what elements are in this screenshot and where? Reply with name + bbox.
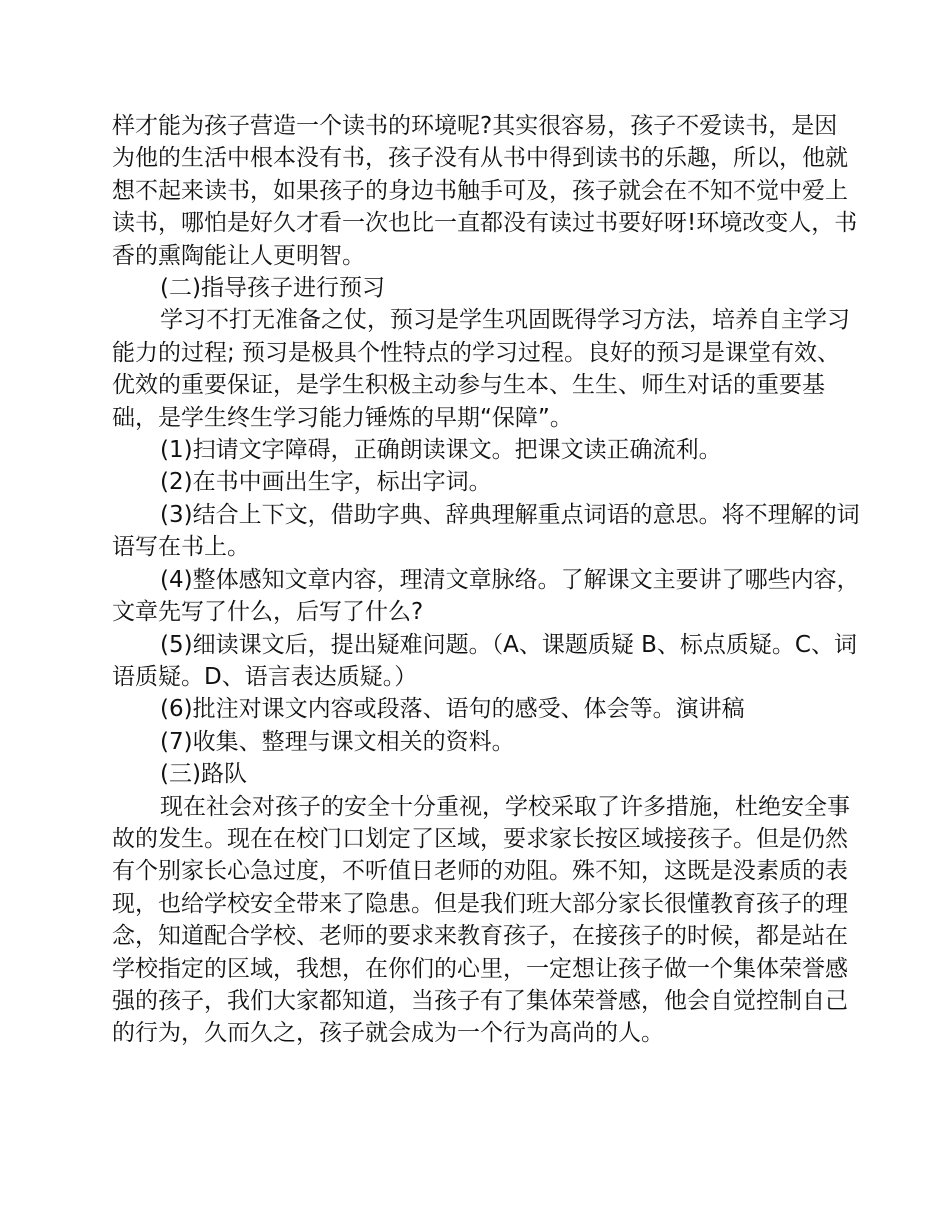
list-item: (3)结合上下文，借助字典、辞典理解重点词语的意思。将不理解的词语写在书上。 — [112, 501, 860, 561]
body-paragraph: 学习不打无准备之仗，预习是学生巩固既得学习方法，培养自主学习能力的过程; 预习是极具个性特点的学习过程。良好的预习是课堂有效、优效的重要保证，是学生积极主动参与生本、生生、师生对话的重要基础，是学生终生学习能力锤炼的早期“保障”。 — [112, 307, 850, 431]
list-item: (1)扫请文字障碍，正确朗读课文。把课文读正确流利。 — [160, 437, 722, 464]
section-heading-preview: (二)指导孩子进行预习 — [160, 275, 385, 302]
section-heading-queue: (三)路队 — [160, 761, 247, 788]
document-page — [112, 110, 860, 1050]
list-item: (7)收集、整理与课文相关的资料。 — [160, 728, 515, 755]
list-item: (5)细读课文后，提出疑难问题。（A、课题质疑 B、标点质疑。C、词语质疑。D、语言表达质疑。） — [112, 631, 857, 690]
list-item: (4)整体感知文章内容，理清文章脉络。了解课文主要讲了哪些内容，文章先写了什么，后写了什么? — [112, 566, 860, 626]
body-paragraph: 现在社会对孩子的安全十分重视，学校采取了许多措施，杜绝安全事故的发生。现在在校门口划定了区域，要求家长按区域接孩子。但是仍然有个别家长心急过度，不听值日老师的劝阻。殊不知，这既是没素质的表现，也给学校安全带来了隐患。但是我们班大部分家长很懂教育孩子的理念，知道配合学校、老师的要求来教育孩子，在接孩子的时候，都是站在学校指定的区域，我想，在你们的心里，一定想让孩子做一个集体荣誉感强的孩子，我们大家都知道，当孩子有了集体荣誉感，他会自觉控制自己的行为，久而久之，孩子就会成为一个行为高尚的人。 — [112, 793, 850, 1047]
list-item: (6)批注对课文内容或段落、语句的感受、体会等。演讲稿 — [160, 696, 745, 723]
list-item: (2)在书中画出生字，标出字词。 — [160, 469, 492, 496]
body-paragraph: 样才能为孩子营造一个读书的环境呢?其实很容易，孩子不爱读书，是因为他的生活中根本没有书，孩子没有从书中得到读书的乐趣，所以，他就想不起来读书，如果孩子的身边书触手可及，孩子就会在不知不觉中爱上读书，哪怕是好久才看一次也比一直都没有读过书要好呀!环境改变人，书香的熏陶能让人更明智。 — [112, 113, 858, 269]
